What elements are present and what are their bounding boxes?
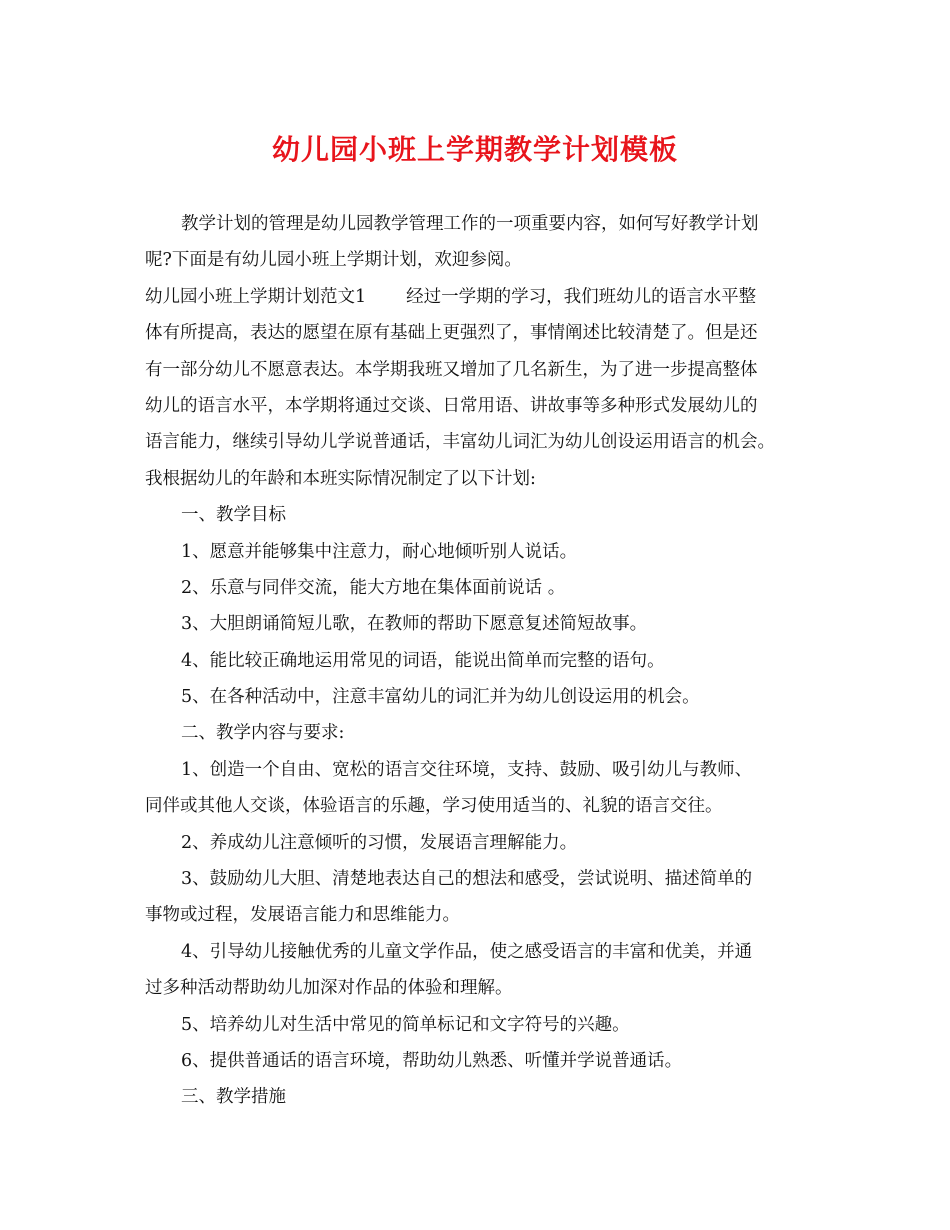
paragraph-line: 教学计划的管理是幼儿园教学管理工作的一项重要内容，如何写好教学计划 xyxy=(181,214,759,234)
list-item: 3、大胆朗诵简短儿歌，在教师的帮助下愿意复述简短故事。 xyxy=(181,614,648,635)
list-item: 1、创造一个自由、宽松的语言交往环境，支持、鼓励、吸引幼儿与教师、 xyxy=(181,759,753,780)
list-item: 2、乐意与同伴交流，能大方地在集体面前说话 。 xyxy=(181,577,566,598)
paragraph-line: 体有所提高，表达的愿望在原有基础上更强烈了，事情阐述比较清楚了。但是还 xyxy=(145,323,758,344)
paragraph-line: 我根据幼儿的年龄和本班实际情况制定了以下计划: xyxy=(145,468,536,489)
paragraph-line: 呢?下面是有幼儿园小班上学期计划，欢迎参阅。 xyxy=(145,250,522,271)
sample-heading: 幼儿园小班上学期计划范文1 xyxy=(145,286,367,307)
list-item: 6、提供普通话的语言环境，帮助幼儿熟悉、听懂并学说普通话。 xyxy=(181,1050,683,1071)
list-item: 2、养成幼儿注意倾听的习惯，发展语言理解能力。 xyxy=(181,832,578,853)
paragraph-text: 经过一学期的学习，我们班幼儿的语言水平整 xyxy=(406,286,757,307)
list-item-continuation: 同伴或其他人交谈，体验语言的乐趣，学习使用适当的、礼貌的语言交往。 xyxy=(145,796,723,817)
section-heading: 三、教学措施 xyxy=(181,1087,286,1108)
document-title: 幼儿园小班上学期教学计划模板 xyxy=(271,133,678,166)
paragraph-line: 语言能力，继续引导幼儿学说普通话，丰富幼儿词汇为幼儿创设运用语言的机会。 xyxy=(145,432,775,453)
section-heading: 二、教学内容与要求: xyxy=(181,723,345,744)
list-item: 4、引导幼儿接触优秀的儿童文学作品，使之感受语言的丰富和优美，并通 xyxy=(181,941,753,962)
list-item: 3、鼓励幼儿大胆、清楚地表达自己的想法和感受，尝试说明、描述简单的 xyxy=(181,869,753,890)
section-heading: 一、教学目标 xyxy=(181,505,286,526)
list-item: 5、在各种活动中，注意丰富幼儿的词汇并为幼儿创设运用的机会。 xyxy=(181,687,700,708)
list-item: 4、能比较正确地运用常见的词语，能说出简单而完整的语句。 xyxy=(181,650,665,671)
paragraph-line: 幼儿的语言水平，本学期将通过交谈、日常用语、讲故事等多种形式发展幼儿的 xyxy=(145,395,758,416)
list-item-continuation: 过多种活动帮助幼儿加深对作品的体验和理解。 xyxy=(145,978,513,999)
list-item: 5、培养幼儿对生活中常见的简单标记和文字符号的兴趣。 xyxy=(181,1014,630,1035)
list-item-continuation: 事物或过程，发展语言能力和思维能力。 xyxy=(145,905,460,926)
paragraph-line xyxy=(145,279,815,315)
paragraph-line: 有一部分幼儿不愿意表达。本学期我班又增加了几名新生，为了进一步提高整体 xyxy=(145,359,758,380)
document-body xyxy=(145,206,815,1116)
list-item: 1、愿意并能够集中注意力，耐心地倾听别人说话。 xyxy=(181,541,578,562)
